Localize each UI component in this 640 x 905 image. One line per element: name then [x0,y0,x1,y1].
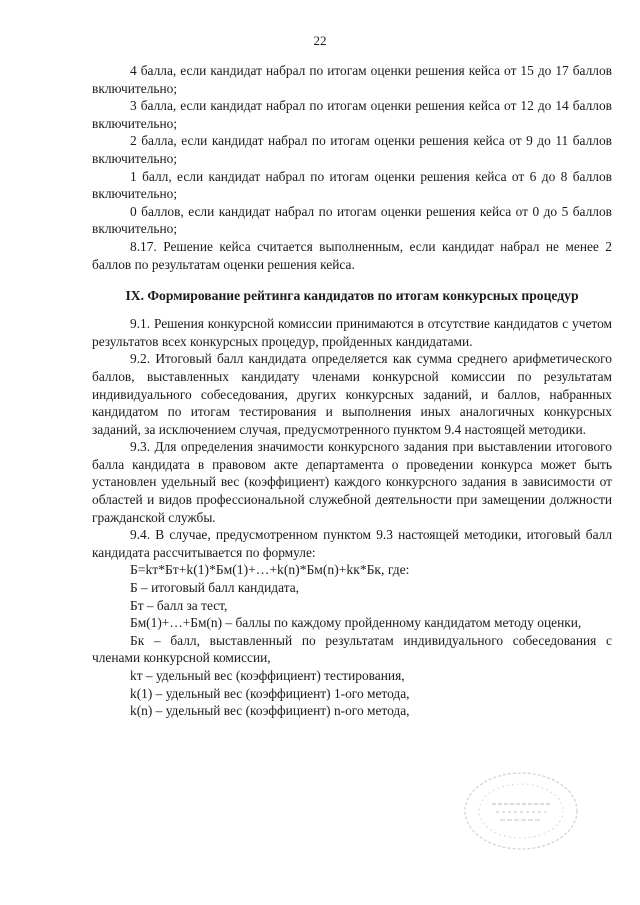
paragraph: 9.2. Итоговый балл кандидата определяется как сумма среднего арифметического баллов, выставленных кандидату членами конкурсной комиссии по результатам индивидуального собеседования, других конкурсных заданий, и баллов, набранных кандидатом по итогам тестирования и выполнения иных аналогичных конкурсных заданий, за исключением случая, предусмотренного пунктом 9.4 настоящей методики. [92,351,612,437]
definition-item: kт – удельный вес (коэффициент) тестирования, [130,668,405,683]
definition-item: Бк – балл, выставленный по результатам индивидуального собеседования с членами конкурсной комиссии, [92,632,612,666]
definition-item: Бт – балл за тест, [130,597,228,613]
paragraph: 1 балл, если кандидат набрал по итогам оценки решения кейса от 6 до 8 баллов включительно; [92,168,612,202]
definition-item: Бм(1)+…+Бм(n) – баллы по каждому пройденному кандидатом методу оценки, [130,615,582,631]
paragraph: 3 балла, если кандидат набрал по итогам оценки решения кейса от 12 до 14 баллов включительно; [92,98,612,131]
paragraph: 9.1. Решения конкурсной комиссии принимаются в отсутствие кандидатов с учетом результатов всех конкурсных процедур, пройденных кандидатами. [92,316,612,349]
paragraph: 9.4. В случае, предусмотренном пунктом 9.3 настоящей методики, итоговый балл кандидата рассчитывается по формуле: [92,527,612,560]
section-heading: IX. Формирование рейтинга кандидатов по итогам конкурсных процедур [125,288,579,304]
page-number: 22 [313,33,327,48]
official-stamp [462,770,580,852]
paragraph: 9.3. Для определения значимости конкурсного задания при выставлении итогового балла кандидата в правовом акте департамента о проведении конкурса может быть установлен удельный вес (коэффициент) каждого конкурсного задания в зависимости от областей и видов профессиональной служебной деятельности при замещении должности гражданской службы. [92,439,612,525]
formula: Б=kт*Бт+k(1)*Бм(1)+…+k(n)*Бм(n)+kк*Бк, где: [130,562,410,578]
paragraph: 0 баллов, если кандидат набрал по итогам оценки решения кейса от 0 до 5 баллов включительно; [92,203,612,237]
document-body [92,62,612,720]
paragraph: 8.17. Решение кейса считается выполненным, если кандидат набрал не менее 2 баллов по результатам оценки решения кейса. [92,238,612,272]
definition-item: Б – итоговый балл кандидата, [130,580,299,596]
definition-item: k(n) – удельный вес (коэффициент) n-ого метода, [130,703,410,719]
paragraph: 2 балла, если кандидат набрал по итогам оценки решения кейса от 9 до 11 баллов включительно; [92,133,612,166]
paragraph: 4 балла, если кандидат набрал по итогам оценки решения кейса от 15 до 17 баллов включительно; [92,63,612,96]
definition-item: k(1) – удельный вес (коэффициент) 1-ого метода, [130,685,410,701]
